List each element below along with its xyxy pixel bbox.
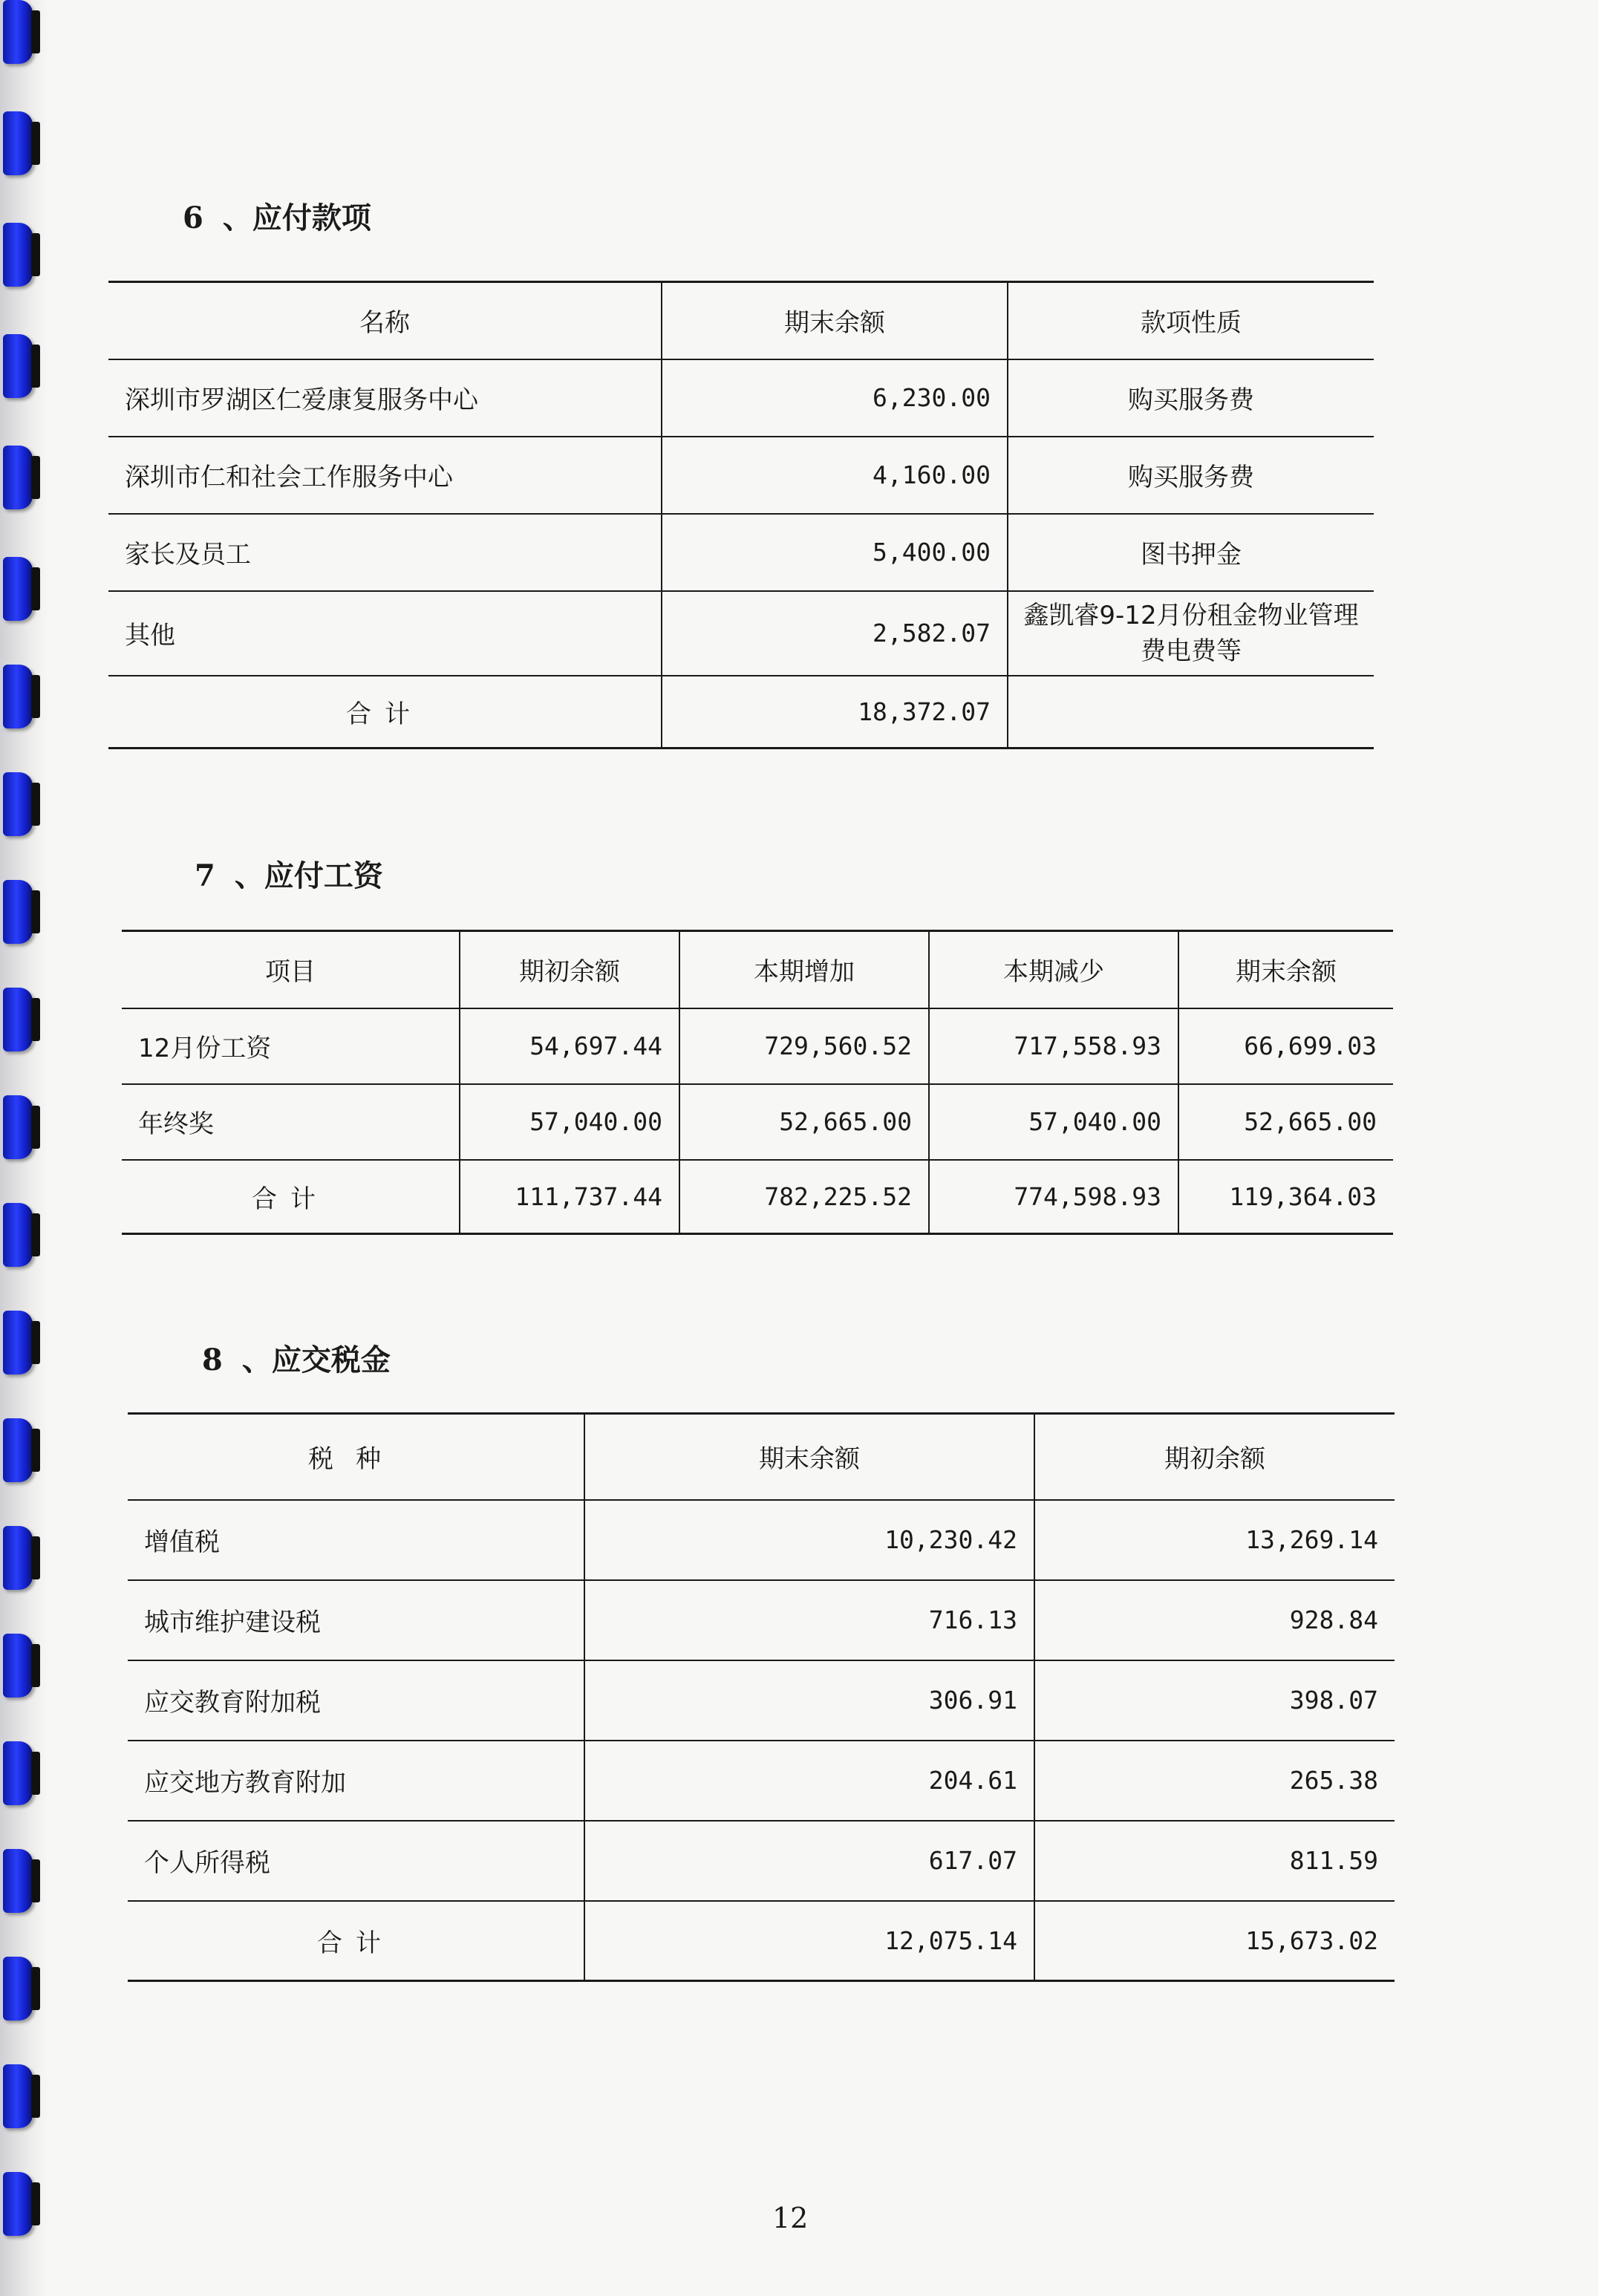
binding-ring bbox=[3, 1095, 33, 1159]
binding-ring bbox=[3, 1418, 33, 1482]
cell-tax-type: 增值税 bbox=[128, 1500, 584, 1580]
binding-ring bbox=[3, 0, 33, 64]
taxes-payable-table bbox=[128, 1412, 1395, 1982]
binding-ring bbox=[3, 880, 33, 944]
cell-total-closing: 12,075.14 bbox=[584, 1901, 1034, 1981]
cell-tax-type: 应交地方教育附加 bbox=[128, 1741, 584, 1821]
cell-total-label: 合计 bbox=[108, 676, 662, 749]
table-row bbox=[108, 514, 1374, 591]
cell-item: 12月份工资 bbox=[122, 1008, 460, 1084]
col-header-increase: 本期增加 bbox=[679, 931, 929, 1008]
binding-ring bbox=[3, 1526, 33, 1590]
table-total-row bbox=[122, 1160, 1393, 1234]
section-7-number: 7 bbox=[195, 858, 215, 893]
col-header-opening: 期初余额 bbox=[460, 931, 679, 1008]
cell-total-label: 合计 bbox=[128, 1901, 584, 1981]
cell-name: 深圳市仁和社会工作服务中心 bbox=[108, 437, 662, 514]
cell-nature: 图书押金 bbox=[1008, 514, 1374, 591]
table-header-row bbox=[122, 931, 1393, 1008]
cell-total-decrease: 774,598.93 bbox=[929, 1160, 1178, 1234]
cell-closing: 716.13 bbox=[584, 1580, 1034, 1660]
binding-ring bbox=[3, 111, 33, 175]
table-total-row bbox=[108, 676, 1374, 749]
cell-closing: 306.91 bbox=[584, 1660, 1034, 1741]
table-row bbox=[108, 437, 1374, 514]
cell-balance: 2,582.07 bbox=[662, 591, 1008, 676]
col-header-closing-balance: 期末余额 bbox=[662, 282, 1008, 359]
cell-closing: 10,230.42 bbox=[584, 1500, 1034, 1580]
table-header-row bbox=[128, 1414, 1395, 1500]
cell-opening: 54,697.44 bbox=[460, 1008, 679, 1084]
binding-ring bbox=[3, 1849, 33, 1913]
table-row bbox=[122, 1084, 1393, 1160]
cell-increase: 52,665.00 bbox=[679, 1084, 929, 1160]
cell-name: 其他 bbox=[108, 591, 662, 676]
section-8-number: 8 bbox=[202, 1343, 223, 1377]
col-header-closing: 期末余额 bbox=[584, 1414, 1034, 1500]
cell-total-opening: 111,737.44 bbox=[460, 1160, 679, 1234]
table-row bbox=[128, 1741, 1395, 1821]
cell-total-closing: 119,364.03 bbox=[1178, 1160, 1393, 1234]
binding-ring bbox=[3, 1311, 33, 1374]
cell-balance: 6,230.00 bbox=[662, 359, 1008, 437]
binding-ring bbox=[3, 2064, 33, 2128]
table-row bbox=[108, 591, 1374, 676]
binding-ring bbox=[3, 557, 33, 621]
col-header-closing: 期末余额 bbox=[1178, 931, 1393, 1008]
cell-tax-type: 应交教育附加税 bbox=[128, 1660, 584, 1741]
cell-empty bbox=[1008, 676, 1374, 749]
cell-total-balance: 18,372.07 bbox=[662, 676, 1008, 749]
payables-table bbox=[108, 281, 1374, 749]
cell-closing: 617.07 bbox=[584, 1821, 1034, 1901]
page-number: 12 bbox=[772, 2202, 809, 2234]
section-6-heading: 、应付款项 bbox=[222, 201, 371, 235]
cell-balance: 5,400.00 bbox=[662, 514, 1008, 591]
cell-opening: 928.84 bbox=[1034, 1580, 1395, 1660]
cell-opening: 57,040.00 bbox=[460, 1084, 679, 1160]
cell-closing: 66,699.03 bbox=[1178, 1008, 1393, 1084]
section-7-heading: 、应付工资 bbox=[234, 859, 383, 893]
cell-closing: 204.61 bbox=[584, 1741, 1034, 1821]
section-6-number: 6 bbox=[183, 200, 203, 235]
cell-opening: 398.07 bbox=[1034, 1660, 1395, 1741]
binding-ring bbox=[3, 665, 33, 728]
table-row bbox=[122, 1008, 1393, 1084]
cell-decrease: 717,558.93 bbox=[929, 1008, 1178, 1084]
table-total-row bbox=[128, 1901, 1395, 1981]
binding-ring bbox=[3, 1741, 33, 1805]
cell-total-increase: 782,225.52 bbox=[679, 1160, 929, 1234]
cell-total-label: 合计 bbox=[122, 1160, 460, 1234]
cell-increase: 729,560.52 bbox=[679, 1008, 929, 1084]
cell-balance: 4,160.00 bbox=[662, 437, 1008, 514]
binding-ring bbox=[3, 1957, 33, 2021]
col-header-nature: 款项性质 bbox=[1008, 282, 1374, 359]
col-header-decrease: 本期减少 bbox=[929, 931, 1178, 1008]
wages-payable-table bbox=[122, 930, 1393, 1235]
cell-tax-type: 城市维护建设税 bbox=[128, 1580, 584, 1660]
cell-nature: 鑫凯睿9-12月份租金物业管理费电费等 bbox=[1008, 591, 1374, 676]
col-header-tax-type: 税种 bbox=[308, 1444, 403, 1475]
cell-name: 家长及员工 bbox=[108, 514, 662, 591]
binding-ring bbox=[3, 2172, 33, 2236]
cell-nature: 购买服务费 bbox=[1008, 359, 1374, 437]
section-6-title bbox=[183, 195, 371, 237]
col-header-item: 项目 bbox=[265, 957, 316, 988]
col-header-name: 名称 bbox=[359, 308, 410, 339]
cell-closing: 52,665.00 bbox=[1178, 1084, 1393, 1160]
cell-total-opening: 15,673.02 bbox=[1034, 1901, 1395, 1981]
cell-opening: 265.38 bbox=[1034, 1741, 1395, 1821]
binding-ring bbox=[3, 446, 33, 509]
cell-nature: 购买服务费 bbox=[1008, 437, 1374, 514]
table-header-row bbox=[108, 282, 1374, 359]
binding-ring bbox=[3, 988, 33, 1051]
table-row bbox=[128, 1580, 1395, 1660]
binding-ring bbox=[3, 1634, 33, 1697]
binding-ring bbox=[3, 334, 33, 398]
table-row bbox=[128, 1500, 1395, 1580]
section-7-title bbox=[195, 852, 383, 895]
section-8-title bbox=[202, 1337, 391, 1379]
cell-item: 年终奖 bbox=[122, 1084, 460, 1160]
table-row bbox=[108, 359, 1374, 437]
binding-ring bbox=[3, 772, 33, 836]
spiral-binding bbox=[0, 0, 48, 2296]
cell-opening: 811.59 bbox=[1034, 1821, 1395, 1901]
col-header-opening: 期初余额 bbox=[1034, 1414, 1395, 1500]
table-row bbox=[128, 1660, 1395, 1741]
table-row bbox=[128, 1821, 1395, 1901]
section-8-heading: 、应交税金 bbox=[241, 1343, 391, 1377]
cell-tax-type: 个人所得税 bbox=[128, 1821, 584, 1901]
binding-ring bbox=[3, 223, 33, 287]
cell-decrease: 57,040.00 bbox=[929, 1084, 1178, 1160]
cell-opening: 13,269.14 bbox=[1034, 1500, 1395, 1580]
binding-ring bbox=[3, 1203, 33, 1267]
cell-name: 深圳市罗湖区仁爱康复服务中心 bbox=[108, 359, 662, 437]
